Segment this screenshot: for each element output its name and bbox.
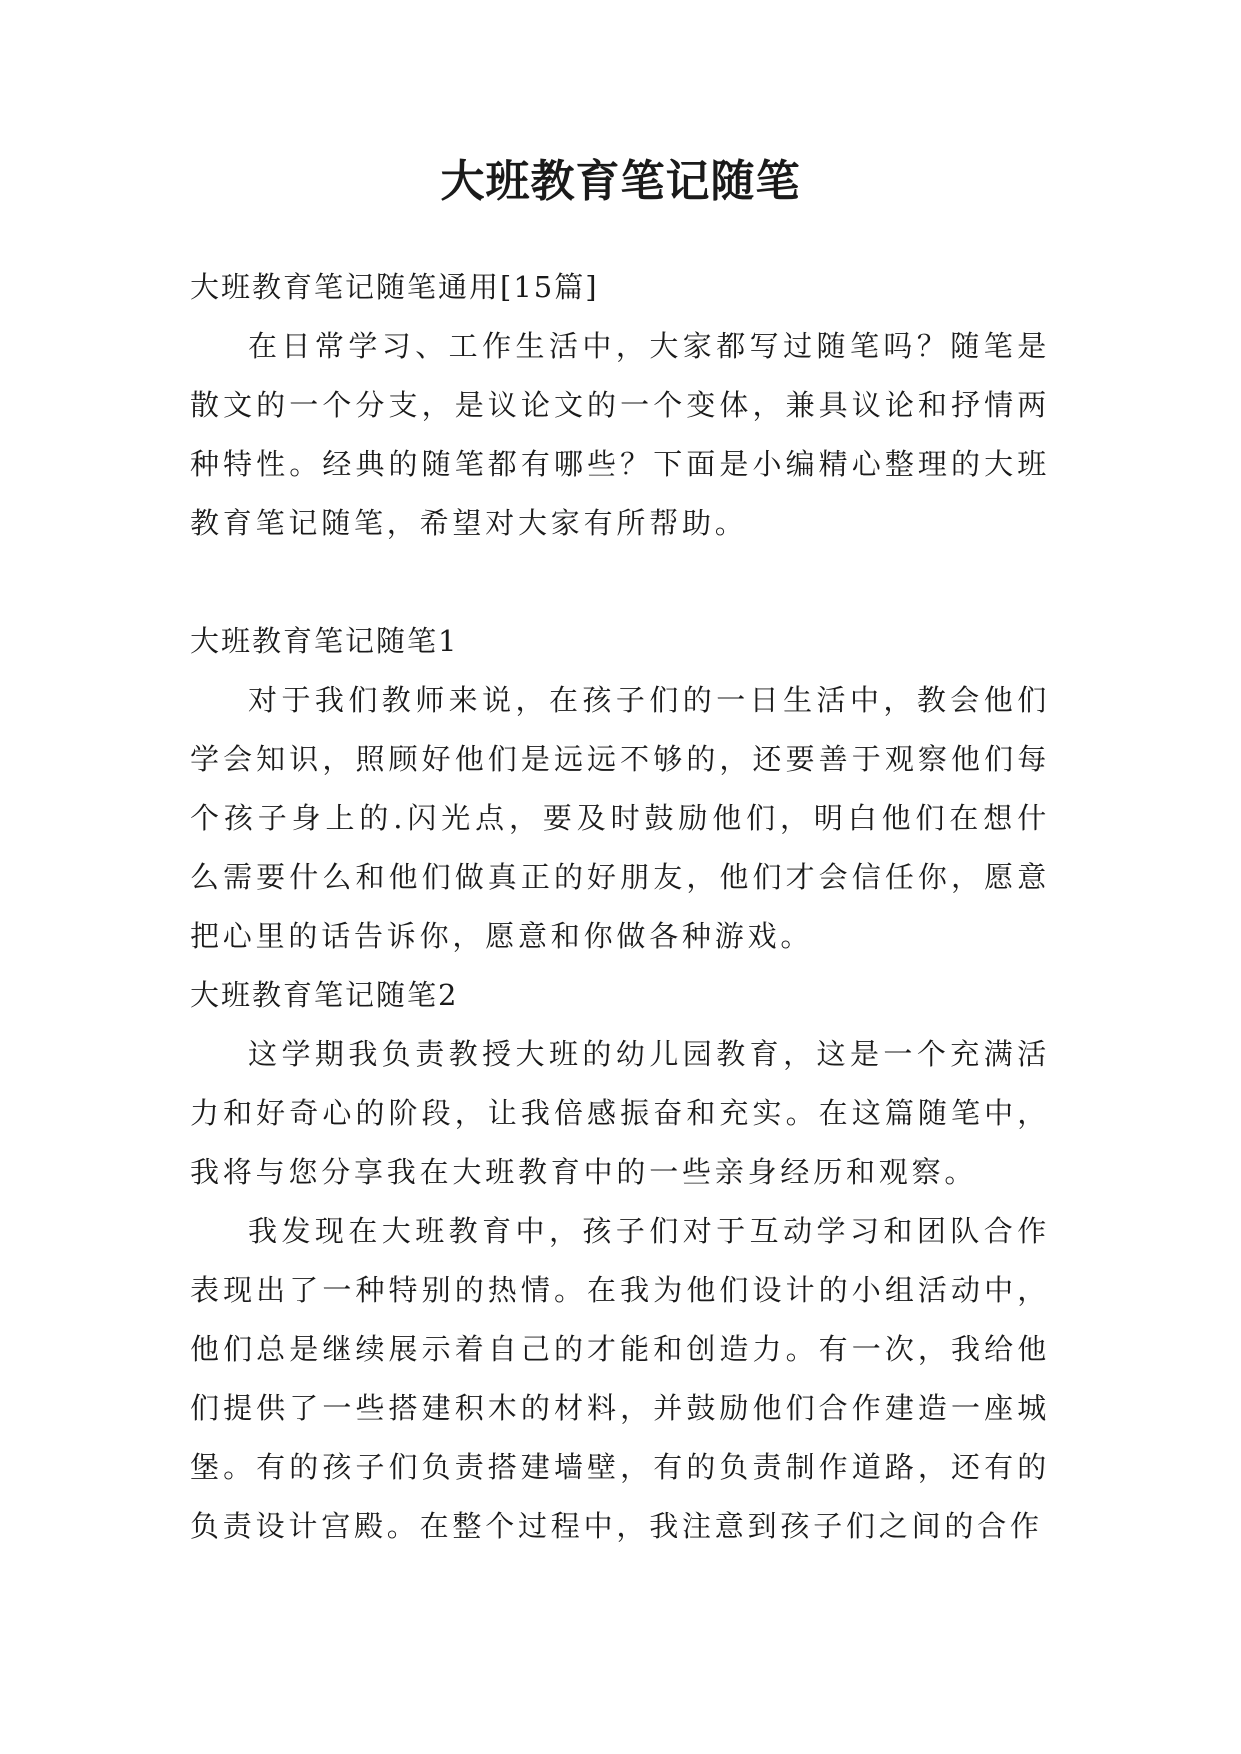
- section-2-heading: 大班教育笔记随笔2: [190, 978, 459, 1012]
- document-subtitle: 大班教育笔记随笔通用[15篇]: [190, 270, 599, 304]
- section-2-paragraph-1: 这学期我负责教授大班的幼儿园教育，这是一个充满活力和好奇心的阶段，让我倍感振奋和充实。在这篇随笔中，我将与您分享我在大班教育中的一些亲身经历和观察。: [190, 1037, 1050, 1189]
- document-body: [190, 258, 1050, 1556]
- section-1-heading: 大班教育笔记随笔1: [190, 624, 459, 658]
- intro-paragraph: 在日常学习、工作生活中，大家都写过随笔吗？随笔是散文的一个分支，是议论文的一个变体，兼具议论和抒情两种特性。经典的随笔都有哪些？下面是小编精心整理的大班教育笔记随笔，希望对大家有所帮助。: [190, 329, 1050, 540]
- document-title: 大班教育笔记随笔: [440, 156, 801, 207]
- section-2-paragraph-2: 我发现在大班教育中，孩子们对于互动学习和团队合作表现出了一种特别的热情。在我为他们设计的小组活动中，他们总是继续展示着自己的才能和创造力。有一次，我给他们提供了一些搭建积木的材料，并鼓励他们合作建造一座城堡。有的孩子们负责搭建墙壁，有的负责制作道路，还有的负责设计宫殿。在整个过程中，我注意到孩子们之间的合作: [190, 1214, 1050, 1543]
- section-spacer: [190, 553, 1050, 612]
- section-1-paragraph-1: 对于我们教师来说，在孩子们的一日生活中，教会他们学会知识，照顾好他们是远远不够的，还要善于观察他们每个孩子身上的.闪光点，要及时鼓励他们，明白他们在想什么需要什么和他们做真正的好朋友，他们才会信任你，愿意把心里的话告诉你，愿意和你做各种游戏。: [190, 683, 1050, 953]
